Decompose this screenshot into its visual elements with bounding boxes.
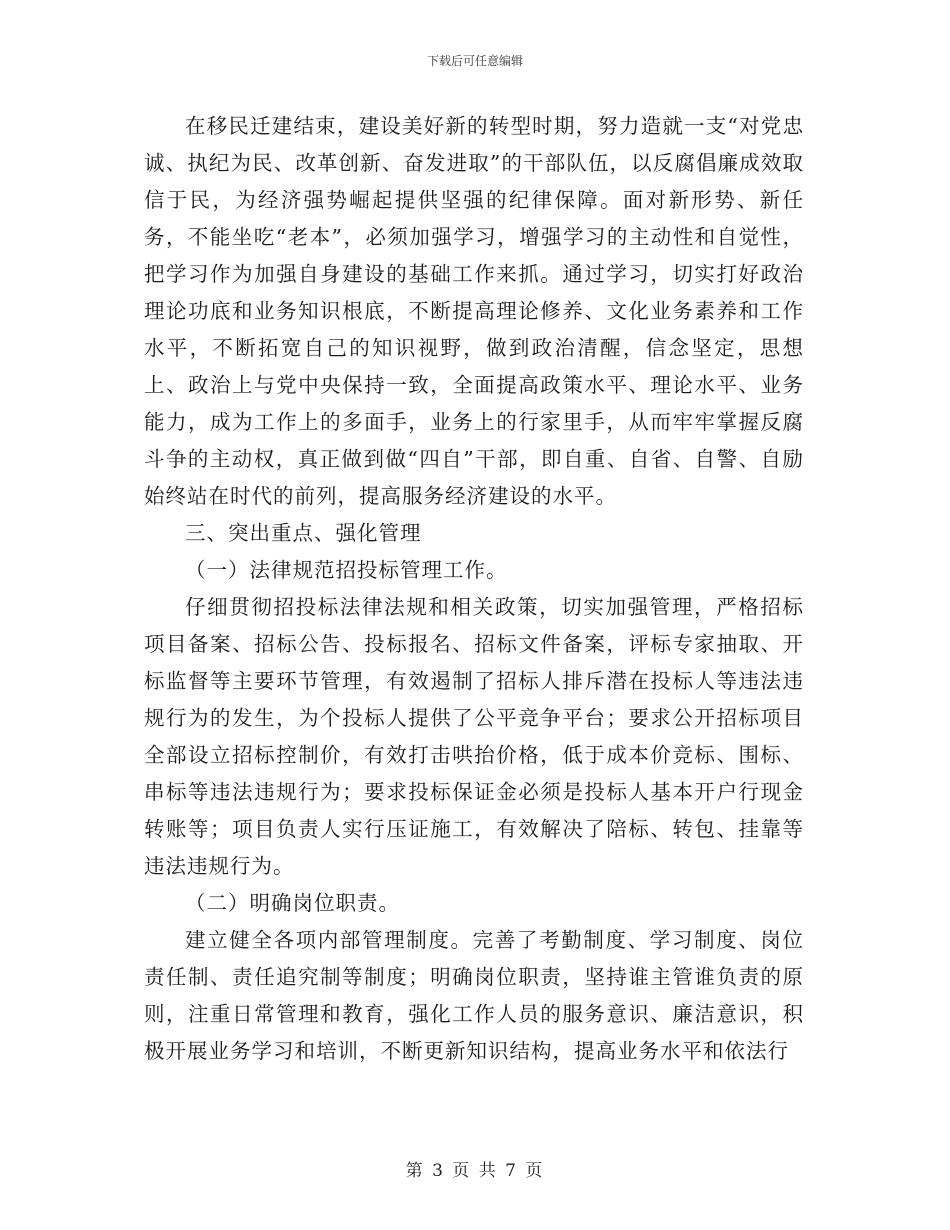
paragraph: 建立健全各项内部管理制度。完善了考勤制度、学习制度、岗位责任制、责任追究制等制度；明确岗位职责，坚持谁主管谁负责的原则，注重日常管理和教育，强化工作人员的服务意识、廉洁意识，积极开展业务学习和培训，不断更新知识结构，提高业务水平和依法行 [144, 928, 804, 1063]
paragraph: 仔细贯彻招投标法律法规和相关政策，切实加强管理，严格招标项目备案、招标公告、投标报名、招标文件备案，评标专家抽取、开标监督等主要环节管理，有效遏制了招标人排斥潜在投标人等违法违规行为的发生，为个投标人提供了公平竞争平台；要求公开招标项目全部设立招标控制价，有效打击哄抬价格，低于成本价竞标、围标、串标等违法违规行为；要求投标保证金必须是投标人基本开户行现金转账等；项目负责人实行压证施工，有效解决了陪标、转包、挂靠等违法违规行为。 [144, 595, 804, 878]
page-header: 下载后可任意编辑 [426, 54, 523, 68]
subsection-heading: （一）法律规范招投标管理工作。 [185, 558, 508, 582]
page-number-footer: 第 3 页 共 7 页 [405, 1161, 545, 1181]
section-heading: 三、突出重点、强化管理 [185, 521, 422, 545]
paragraph: 在移民迁建结束，建设美好新的转型时期，努力造就一支“对党忠诚、执纪为民、改革创新、奋发进取”的干部队伍，以反腐倡廉成效取信于民，为经济强势崛起提供坚强的纪律保障。面对新形势、新任务，不能坐吃“老本”，必须加强学习，增强学习的主动性和自觉性，把学习作为加强自身建设的基础工作来抓。通过学习，切实打好政治理论功底和业务知识根底，不断提高理论修养、文化业务素养和工作水平，不断拓宽自己的知识视野，做到政治清醒，信念坚定，思想上、政治上与党中央保持一致，全面提高政策水平、理论水平、业务能力，成为工作上的多面手，业务上的行家里手，从而牢牢掌握反腐斗争的主动权，真正做到做“四自”干部，即自重、自省、自警、自励始终站在时代的前列，提高服务经济建设的水平。 [144, 114, 804, 508]
subsection-heading: （二）明确岗位职责。 [185, 891, 400, 915]
document-body [144, 108, 804, 1070]
